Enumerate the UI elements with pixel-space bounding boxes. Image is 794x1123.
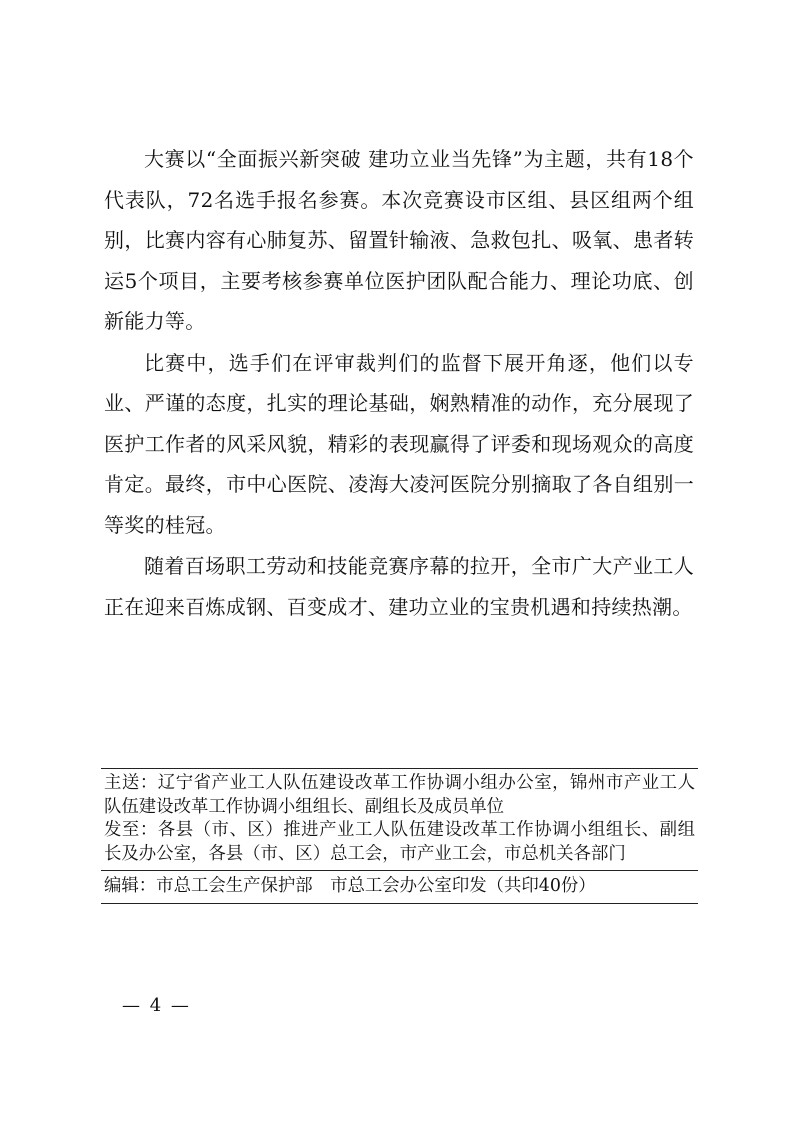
copy-to-line: 发至：各县（市、区）推进产业工人队伍建设改革工作协调小组组长、副组长及办公室，各县（市、区）总工会，市产业工会，市总机关各部门 xyxy=(104,820,695,864)
main-send-line: 主送：辽宁省产业工人队伍建设改革工作协调小组办公室，锦州市产业工人队伍建设改革工作协调小组组长、副组长及成员单位 xyxy=(104,773,695,817)
paragraph-conclusion: 随着百场职工劳动和技能竞赛序幕的拉开，全市广大产业工人正在迎来百炼成钢、百变成才、建功立业的宝贵机遇和持续热潮。 xyxy=(104,554,694,619)
editor-info xyxy=(101,871,698,903)
distribution-footer xyxy=(101,768,698,904)
distribution-list xyxy=(101,769,698,870)
paragraph-competition-overview: 大赛以“全面振兴新突破 建功立业当先锋”为主题，共有18个代表队，72名选手报名参赛。本次竞赛设市区组、县区组两个组别，比赛内容有心肺复苏、留置针输液、急救包扎、吸氧、患者转运5个项目，主要考核参赛单位医护团队配合能力、理论功底、创新能力等。 xyxy=(104,147,694,334)
paragraph-competition-process: 比赛中，选手们在评审裁判们的监督下展开角逐，他们以专业、严谨的态度，扎实的理论基础，娴熟精准的动作，充分展现了医护工作者的风采风貌，精彩的表现赢得了评委和现场观众的高度肯定。最终，市中心医院、凌海大凌河医院分别摘取了各自组别一等奖的桂冠。 xyxy=(104,350,694,537)
footer-bottom-rule xyxy=(101,903,698,904)
editor-line: 编辑：市总工会生产保护部 市总工会办公室印发（共印40份） xyxy=(104,876,596,896)
article-body xyxy=(104,139,694,627)
page-number: — 4 — xyxy=(122,995,191,1016)
